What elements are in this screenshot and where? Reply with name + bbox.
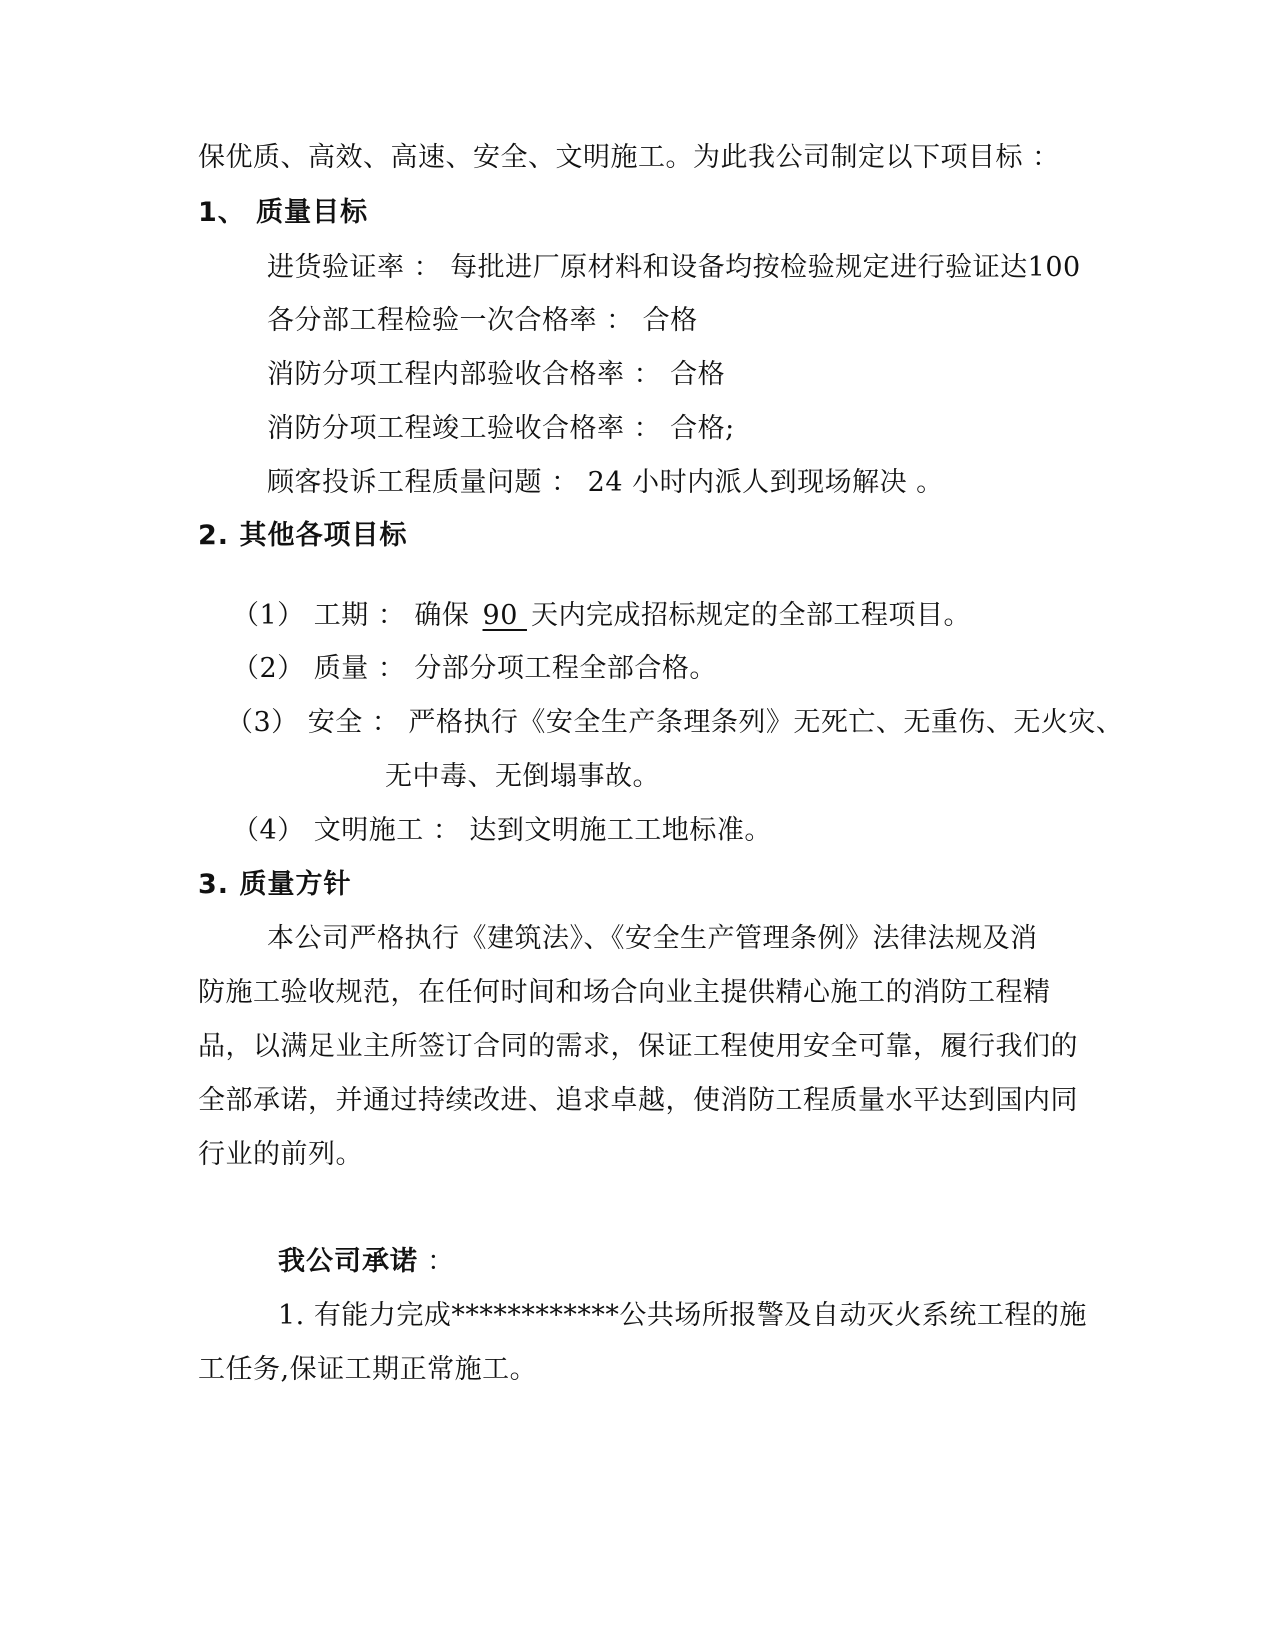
target-item-safety-line2: 无中毒、无倒塌事故。: [385, 761, 660, 792]
quality-item-incoming-verification: 进货验证率 ： 每批进厂原材料和设备均按检验规定进行验证达100: [267, 252, 1081, 283]
commitment-item1-line1: 1. 有能力完成************公共场所报警及自动灭火系统工程的施: [278, 1300, 1087, 1331]
commitment-heading-colon: ：: [418, 1246, 455, 1277]
policy-paragraph-line2: 防施工验收规范，在任何时间和场合向业主提供精心施工的消防工程精: [198, 977, 1051, 1008]
policy-paragraph-line3: 品，以满足业主所签订合同的需求，保证工程使用安全可靠，履行我们的: [198, 1031, 1078, 1062]
commitment-item1-line2: 工任务,保证工期正常施工。: [198, 1354, 538, 1385]
section3-heading: 3. 质量方针: [198, 869, 352, 900]
target-item-civilized-construction: （4） 文明施工 ： 达到文明施工工地标准。: [232, 815, 772, 846]
quality-item-subsection-pass-rate: 各分部工程检验一次合格率 ： 合格: [267, 305, 698, 336]
quality-item-complaint-response: 顾客投诉工程质量问题 ： 24 小时内派人到现场解决 。: [267, 467, 944, 498]
section1-heading: 1、 质量目标: [198, 197, 369, 228]
schedule-days-value: 90: [482, 600, 527, 631]
target-item-safety-line1: （3） 安全 ： 严格执行《安全生产条理条列》无死亡、无重伤、无火灾、: [226, 707, 1124, 738]
commitment-heading: [278, 1244, 455, 1280]
policy-paragraph-line1: 本公司严格执行《建筑法》、《安全生产管理条例》法律法规及消: [267, 923, 1038, 954]
quality-item-internal-acceptance: 消防分项工程内部验收合格率 ： 合格: [267, 359, 726, 390]
schedule-prefix: （1） 工期 ： 确保: [232, 600, 479, 631]
section2-heading: 2. 其他各项目标: [198, 520, 408, 551]
quality-item-completion-acceptance: 消防分项工程竣工验收合格率 ： 合格;: [267, 413, 735, 444]
schedule-suffix: 天内完成招标规定的全部工程项目。: [530, 600, 971, 631]
policy-paragraph-line4: 全部承诺，并通过持续改进、追求卓越，使消防工程质量水平达到国内同: [198, 1085, 1078, 1116]
intro-line: 保优质、高效、高速、安全、文明施工。为此我公司制定以下项目标 ：: [198, 142, 1060, 173]
policy-paragraph-line5: 行业的前列。: [198, 1139, 363, 1170]
target-item-schedule: [232, 598, 971, 634]
target-item-quality: （2） 质量 ： 分部分项工程全部合格。: [232, 653, 717, 684]
commitment-heading-text: 我公司承诺: [278, 1246, 418, 1277]
